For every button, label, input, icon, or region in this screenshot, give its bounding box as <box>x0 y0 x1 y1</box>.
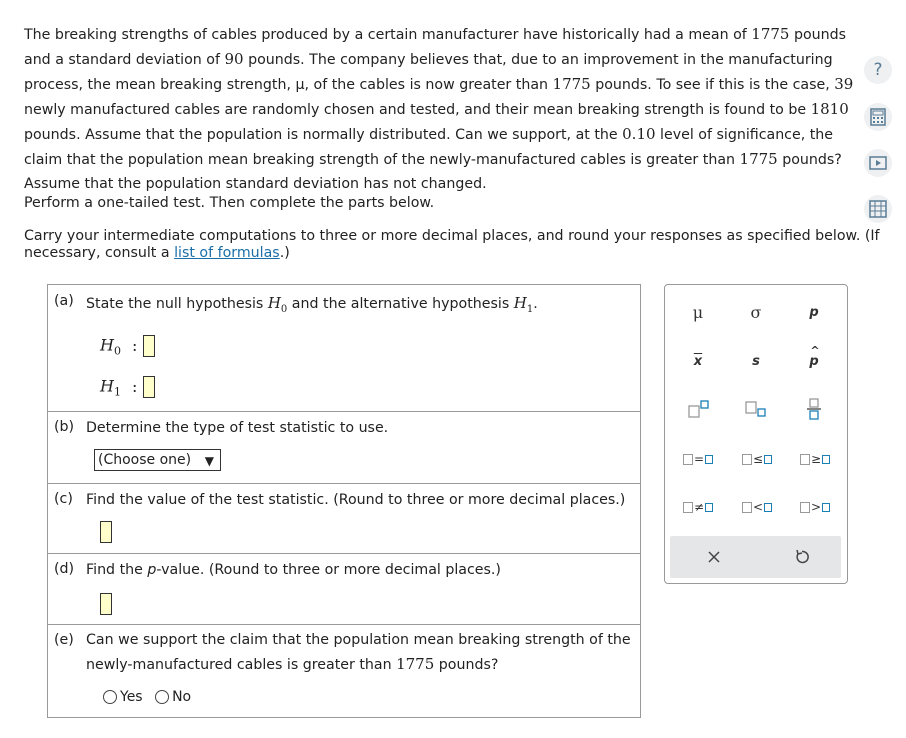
box-icon <box>822 455 830 464</box>
test-statistic-select[interactable] <box>94 449 221 471</box>
subscript-icon <box>743 399 769 419</box>
undo-icon <box>794 549 810 565</box>
no-radio[interactable] <box>155 689 191 705</box>
h1-symbol: H <box>513 294 527 312</box>
alt-hypothesis-row <box>100 376 155 399</box>
claim-mean: 1775 <box>396 655 435 673</box>
less-than-button[interactable] <box>735 492 779 522</box>
periodic-table-button[interactable] <box>864 195 892 223</box>
sigma-symbol: σ <box>750 302 762 322</box>
instruction-text: Carry your intermediate computations to three or more decimal places, and round your responses as specified below. (If necessary, consult a <box>24 228 880 261</box>
fraction-button[interactable] <box>796 394 832 424</box>
p-value-input[interactable] <box>100 593 112 615</box>
x-bar-symbol: $\overline{x}$ <box>693 353 703 369</box>
select-value: (Choose one) <box>98 452 192 468</box>
symbol-palette <box>664 284 848 584</box>
close-icon <box>708 551 720 563</box>
box-icon <box>742 454 752 465</box>
part-a-label: (a) <box>54 293 74 309</box>
less-equal-icon: ≤ <box>752 452 764 466</box>
part-e-line2 <box>86 655 498 673</box>
intro-text: level of significance, the claim that the population mean breaking strength of the newly-manufactured cables is greater than <box>24 127 834 168</box>
part-e <box>48 625 640 717</box>
sample-size: 39 <box>834 75 854 93</box>
part-e-line1: Can we support the claim that the population mean breaking strength of the <box>86 632 631 648</box>
box-icon <box>683 502 693 513</box>
dropdown-arrow-icon: ▼ <box>204 454 214 468</box>
box-icon <box>800 454 810 465</box>
test-statistic-input[interactable] <box>100 521 112 543</box>
sigma-button[interactable] <box>738 297 774 327</box>
intro-text: pounds and a standard deviation of <box>24 27 847 68</box>
part-b <box>48 412 640 484</box>
superscript-icon <box>686 399 710 419</box>
instruction-one-tailed: Perform a one-tailed test. Then complete the parts below. <box>24 195 435 211</box>
box-icon <box>764 503 772 512</box>
alt-hypothesis-input[interactable] <box>143 376 155 398</box>
not-equal-icon: ≠ <box>693 500 705 514</box>
not-equal-button[interactable] <box>676 492 720 522</box>
intro-text: pounds? Assume that the population standard deviation has not changed. <box>24 152 842 192</box>
equals-icon: = <box>693 452 705 466</box>
part-a-text-segment: . <box>533 296 538 312</box>
h1-subscript: 1 <box>526 304 534 315</box>
part-e-text-segment: newly-manufactured cables is greater than <box>86 657 397 673</box>
part-c <box>48 484 640 554</box>
subscript-button[interactable] <box>738 394 774 424</box>
box-icon <box>683 454 693 465</box>
part-c-label: (c) <box>54 491 73 507</box>
part-d-text-segment: -value. (Round to three or more decimal places.) <box>156 562 501 578</box>
x-bar-button[interactable] <box>680 346 716 376</box>
box-icon <box>822 503 830 512</box>
part-a-text-segment: and the alternative hypothesis <box>287 296 514 312</box>
h1-symbol: H <box>100 376 114 396</box>
part-d <box>48 554 640 625</box>
box-icon <box>800 502 810 513</box>
intro-text: newly manufactured cables are randomly chosen and tested, and their mean breaking strength is found to be <box>24 102 811 118</box>
part-a-text <box>86 294 538 315</box>
h1-subscript: 1 <box>113 385 121 399</box>
part-e-text-segment: pounds? <box>434 657 499 673</box>
part-e-label: (e) <box>54 632 74 648</box>
hat-icon: ^ <box>810 343 820 357</box>
periodic-table-icon <box>869 200 887 218</box>
video-icon <box>869 156 887 170</box>
radio-circle-icon <box>103 690 117 704</box>
s-button[interactable] <box>738 346 774 376</box>
part-d-text-segment: Find the <box>86 562 148 578</box>
h0-symbol: H <box>267 294 281 312</box>
sample-mean: 1810 <box>810 100 849 118</box>
video-button[interactable] <box>864 149 892 177</box>
s-symbol: s <box>752 353 760 369</box>
intro-text: pounds. The company believes that, due to an improvement in the manufacturing process, the mean breaking strength, μ, of the cables is now greater than <box>24 52 833 93</box>
claim-mean: 1775 <box>739 150 778 168</box>
significance-level: 0.10 <box>622 125 656 143</box>
box-icon <box>705 503 713 512</box>
part-a <box>48 285 640 412</box>
h0-symbol: H <box>100 335 114 355</box>
instruction-rounding <box>24 228 884 262</box>
superscript-button[interactable] <box>680 394 716 424</box>
radio-circle-icon <box>155 690 169 704</box>
p-hat-button[interactable] <box>796 343 832 376</box>
part-b-label: (b) <box>54 419 75 435</box>
greater-than-button[interactable] <box>793 492 837 522</box>
question-panel <box>47 284 641 718</box>
p-button[interactable] <box>796 297 832 327</box>
part-b-text: Determine the type of test statistic to use. <box>86 420 389 436</box>
mu-button[interactable] <box>680 297 716 327</box>
greater-than-icon: > <box>810 500 822 514</box>
help-icon: ? <box>873 60 883 80</box>
no-label: No <box>172 689 192 705</box>
intro-text: The breaking strengths of cables produced by a certain manufacturer have historically had a mean of <box>24 27 752 43</box>
yes-radio[interactable] <box>103 689 143 705</box>
h0-subscript: 0 <box>280 304 288 315</box>
box-icon <box>764 455 772 464</box>
part-d-text <box>86 562 501 578</box>
p-hat-symbol <box>809 343 820 369</box>
greater-equal-button[interactable] <box>793 444 837 474</box>
part-c-text: Find the value of the test statistic. (Round to three or more decimal places.) <box>86 492 626 508</box>
h0-subscript: 0 <box>113 344 121 358</box>
less-than-icon: < <box>752 500 764 514</box>
std-dev: 90 <box>224 50 244 68</box>
equals-button[interactable] <box>676 444 720 474</box>
box-icon <box>705 455 713 464</box>
colon: : <box>132 335 138 355</box>
colon: : <box>132 376 138 396</box>
historical-mean: 1775 <box>751 25 790 43</box>
claim-mean: 1775 <box>552 75 591 93</box>
yes-no-radios <box>103 689 191 705</box>
palette-actions <box>670 536 841 578</box>
box-icon <box>742 502 752 513</box>
yes-label: Yes <box>120 689 143 705</box>
p-symbol: p <box>809 353 819 369</box>
help-button[interactable] <box>864 56 892 84</box>
clear-button[interactable] <box>696 542 732 572</box>
formulas-link[interactable]: list of formulas <box>174 245 280 261</box>
part-d-label: (d) <box>54 561 75 577</box>
null-hypothesis-input[interactable] <box>143 335 155 357</box>
fraction-icon <box>806 397 822 421</box>
greater-equal-icon: ≥ <box>810 452 822 466</box>
p-symbol: p <box>809 304 819 320</box>
undo-button[interactable] <box>784 542 820 572</box>
instruction-text: .) <box>279 245 290 261</box>
p-symbol: p <box>147 562 157 578</box>
less-equal-button[interactable] <box>735 444 779 474</box>
intro-text: pounds. To see if this is the case, <box>590 77 835 93</box>
calculator-icon <box>870 108 886 126</box>
calculator-button[interactable] <box>864 103 892 131</box>
problem-statement <box>24 22 872 196</box>
mu-symbol: μ <box>692 302 704 322</box>
intro-text: pounds. Assume that the population is normally distributed. Can we support, at the <box>24 127 623 143</box>
null-hypothesis-row <box>100 335 155 358</box>
part-a-text-segment: State the null hypothesis <box>86 296 268 312</box>
